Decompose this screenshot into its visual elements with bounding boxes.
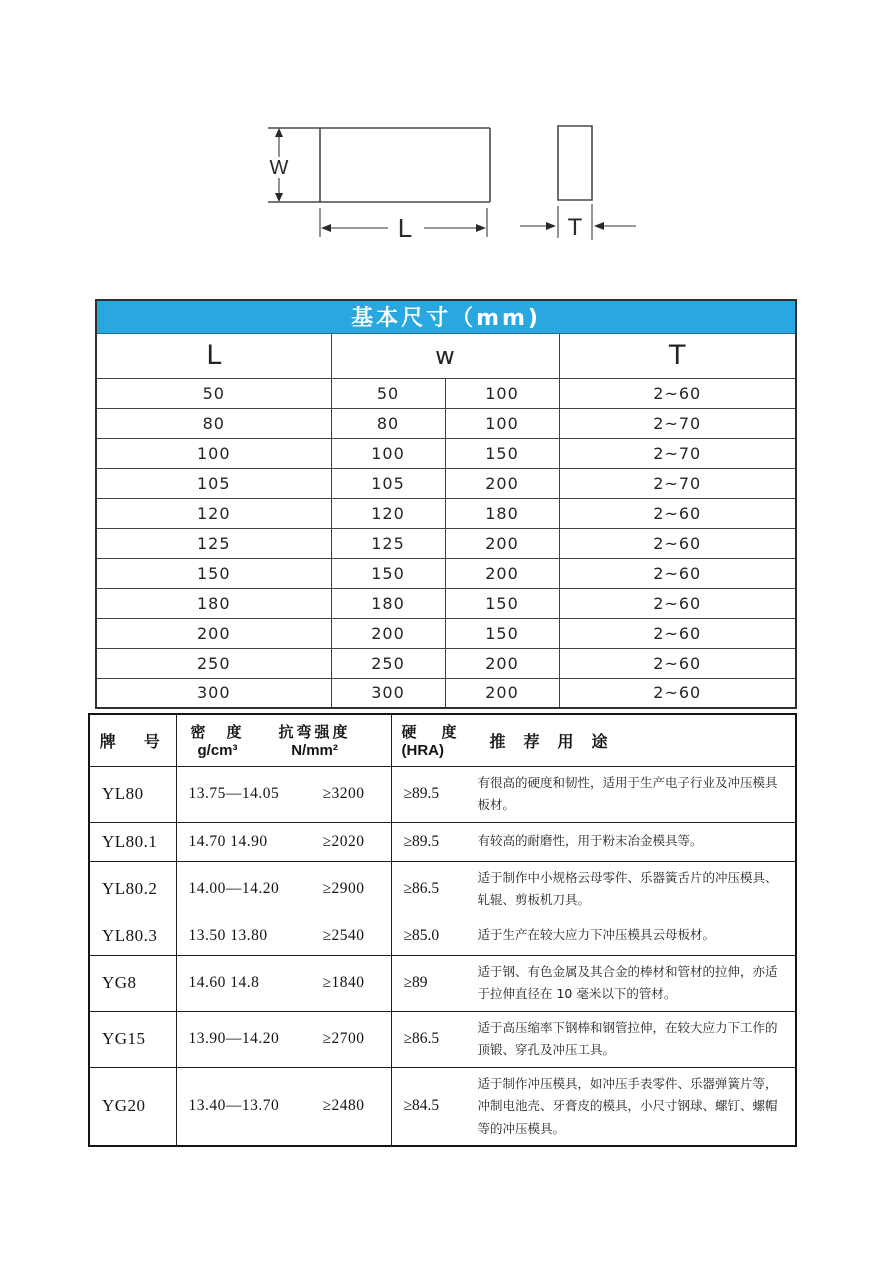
width-value-2: 150 bbox=[445, 588, 559, 618]
strength-value: ≥2480 bbox=[322, 1097, 365, 1115]
plate-front-view bbox=[268, 128, 490, 202]
density-value: 14.70 14.90 bbox=[188, 832, 268, 850]
spec-table-body bbox=[89, 766, 796, 1146]
length-value: 120 bbox=[96, 498, 331, 528]
thickness-range: 2~60 bbox=[559, 618, 796, 648]
dimension-diagram bbox=[248, 112, 648, 252]
size-table-row bbox=[96, 408, 796, 438]
density-value: 14.00—14.20 bbox=[188, 880, 280, 897]
strength-value: ≥3200 bbox=[322, 785, 365, 802]
usage-text: 适于制作冲压模具，如冲压手表零件、乐器弹簧片等，冲制电池壳、牙膏皮的模具，小尺寸钢球、螺钉、螺帽等的冲压模具。 bbox=[477, 1075, 778, 1136]
header-density bbox=[191, 721, 245, 759]
size-table-row bbox=[96, 498, 796, 528]
thickness-range: 2~70 bbox=[559, 438, 796, 468]
width-value-2: 200 bbox=[445, 648, 559, 678]
grade-value: YG20 bbox=[89, 1067, 176, 1146]
size-table-body bbox=[96, 378, 796, 708]
thickness-range: 2~70 bbox=[559, 468, 796, 498]
hardness-usage-cell bbox=[391, 1011, 796, 1067]
thickness-range: 2~60 bbox=[559, 588, 796, 618]
grade-spec-table bbox=[88, 713, 797, 1147]
length-value: 200 bbox=[96, 618, 331, 648]
width-value-1: 50 bbox=[331, 378, 445, 408]
strength-value: ≥2540 bbox=[322, 926, 365, 944]
spec-table-row bbox=[89, 1011, 796, 1067]
hardness-value: ≥89.5 bbox=[403, 832, 440, 850]
grade-value: YG15 bbox=[89, 1011, 176, 1067]
grade-value: YG8 bbox=[89, 955, 176, 1011]
width-value-1: 105 bbox=[331, 468, 445, 498]
length-value: 300 bbox=[96, 678, 331, 708]
length-value: 50 bbox=[96, 378, 331, 408]
width-value-2: 200 bbox=[445, 558, 559, 588]
usage-text: 适于生产在较大应力下冲压模具云母板材。 bbox=[477, 927, 716, 943]
width-value-2: 200 bbox=[445, 468, 559, 498]
length-value: 80 bbox=[96, 408, 331, 438]
density-strength-cell bbox=[176, 861, 391, 917]
size-table-title: 基本尺寸（mm) bbox=[96, 300, 796, 333]
header-strength bbox=[279, 721, 351, 759]
hardness-usage-cell bbox=[391, 917, 796, 956]
strength-value: ≥2900 bbox=[322, 880, 365, 897]
density-strength-cell bbox=[176, 822, 391, 861]
thickness-range: 2~60 bbox=[559, 648, 796, 678]
width-value-1: 120 bbox=[331, 498, 445, 528]
width-label: W bbox=[269, 157, 289, 179]
density-strength-cell bbox=[176, 1067, 391, 1146]
width-value-1: 125 bbox=[331, 528, 445, 558]
width-value-2: 200 bbox=[445, 528, 559, 558]
length-value: 150 bbox=[96, 558, 331, 588]
length-value: 105 bbox=[96, 468, 331, 498]
size-table-header-row bbox=[96, 333, 796, 378]
hardness-value: ≥84.5 bbox=[403, 1097, 440, 1115]
hardness-usage-cell bbox=[391, 766, 796, 822]
width-value-2: 180 bbox=[445, 498, 559, 528]
spec-table-row bbox=[89, 861, 796, 917]
usage-text: 适于高压缩率下钢棒和钢管拉伸，在较大应力下工作的顶锻、穿孔及冲压工具。 bbox=[477, 1019, 778, 1057]
grade-value: YL80.3 bbox=[89, 917, 176, 956]
usage-text: 有较高的耐磨性，用于粉末冶金模具等。 bbox=[477, 833, 703, 849]
density-value: 13.40—13.70 bbox=[188, 1097, 280, 1115]
length-value: 180 bbox=[96, 588, 331, 618]
density-strength-cell bbox=[176, 1011, 391, 1067]
width-value-1: 80 bbox=[331, 408, 445, 438]
hardness-title: 硬 度 bbox=[401, 725, 462, 742]
basic-dimensions-table bbox=[95, 299, 797, 709]
size-table-row bbox=[96, 528, 796, 558]
size-table-title-row bbox=[96, 300, 796, 333]
thickness-range: 2~60 bbox=[559, 498, 796, 528]
width-value-2: 200 bbox=[445, 678, 559, 708]
width-value-1: 250 bbox=[331, 648, 445, 678]
length-value: 125 bbox=[96, 528, 331, 558]
strength-value: ≥2700 bbox=[322, 1030, 365, 1047]
strength-value: ≥1840 bbox=[322, 974, 365, 991]
spec-table-row bbox=[89, 1067, 796, 1146]
hardness-usage-cell bbox=[391, 955, 796, 1011]
grade-value: YL80 bbox=[89, 766, 176, 822]
strength-unit: N/mm² bbox=[291, 742, 338, 760]
size-table-row bbox=[96, 588, 796, 618]
thickness-range: 2~60 bbox=[559, 558, 796, 588]
size-table-row bbox=[96, 678, 796, 708]
density-value: 14.60 14.8 bbox=[188, 974, 260, 991]
thickness-range: 2~70 bbox=[559, 408, 796, 438]
density-title: 密 度 bbox=[190, 725, 245, 742]
hardness-unit: (HRA) bbox=[401, 742, 444, 760]
usage-text: 适于制作中小规格云母零件、乐器簧舌片的冲压模具、轧辊、剪板机刀具。 bbox=[477, 869, 778, 907]
header-grade: 牌 号 bbox=[89, 714, 176, 766]
density-strength-cell bbox=[176, 917, 391, 956]
width-value-2: 150 bbox=[445, 618, 559, 648]
thickness-range: 2~60 bbox=[559, 678, 796, 708]
size-table-row bbox=[96, 618, 796, 648]
width-value-1: 200 bbox=[331, 618, 445, 648]
header-hardness-usage bbox=[391, 714, 796, 766]
length-value: 100 bbox=[96, 438, 331, 468]
strength-title: 抗弯强度 bbox=[278, 725, 351, 742]
hardness-value: ≥89.5 bbox=[403, 785, 440, 802]
header-density-strength bbox=[176, 714, 391, 766]
thickness-dimension bbox=[520, 204, 636, 241]
density-value: 13.50 13.80 bbox=[188, 926, 268, 944]
hardness-value: ≥86.5 bbox=[403, 1030, 440, 1047]
width-value-2: 100 bbox=[445, 408, 559, 438]
thickness-label: T bbox=[567, 214, 583, 241]
spec-table-header-row bbox=[89, 714, 796, 766]
density-value: 13.90—14.20 bbox=[188, 1030, 280, 1047]
hardness-value: ≥86.5 bbox=[403, 880, 440, 897]
width-value-2: 100 bbox=[445, 378, 559, 408]
hardness-value: ≥85.0 bbox=[403, 926, 440, 944]
spec-table-row bbox=[89, 766, 796, 822]
length-label: L bbox=[397, 213, 413, 243]
width-value-1: 180 bbox=[331, 588, 445, 618]
usage-text: 有很高的硬度和韧性，适用于生产电子行业及冲压模具板材。 bbox=[477, 774, 778, 812]
density-strength-cell bbox=[176, 766, 391, 822]
density-unit: g/cm³ bbox=[197, 742, 238, 760]
thickness-range: 2~60 bbox=[559, 528, 796, 558]
width-value-2: 150 bbox=[445, 438, 559, 468]
header-hardness bbox=[402, 721, 490, 759]
grade-value: YL80.2 bbox=[89, 861, 176, 917]
header-usage: 推 荐 用 途 bbox=[489, 733, 615, 751]
width-value-1: 300 bbox=[331, 678, 445, 708]
density-value: 13.75—14.05 bbox=[188, 785, 280, 802]
size-table-row bbox=[96, 648, 796, 678]
hardness-value: ≥89 bbox=[403, 974, 428, 991]
column-header-width: w bbox=[331, 333, 559, 378]
thickness-range: 2~60 bbox=[559, 378, 796, 408]
plate-side-view bbox=[558, 126, 592, 200]
width-value-1: 150 bbox=[331, 558, 445, 588]
size-table-row bbox=[96, 468, 796, 498]
size-table-row bbox=[96, 438, 796, 468]
spec-table-row bbox=[89, 955, 796, 1011]
grade-value: YL80.1 bbox=[89, 822, 176, 861]
density-strength-cell bbox=[176, 955, 391, 1011]
width-dimension bbox=[270, 128, 289, 202]
hardness-usage-cell bbox=[391, 822, 796, 861]
length-value: 250 bbox=[96, 648, 331, 678]
hardness-usage-cell bbox=[391, 1067, 796, 1146]
usage-text: 适于钢、有色金属及其合金的棒材和管材的拉伸，亦适于拉伸直径在 10 毫米以下的管材。 bbox=[477, 963, 778, 1001]
strength-value: ≥2020 bbox=[322, 832, 365, 850]
length-dimension bbox=[320, 208, 487, 243]
width-value-1: 100 bbox=[331, 438, 445, 468]
column-header-thickness: T bbox=[559, 333, 796, 378]
column-header-length: L bbox=[96, 333, 331, 378]
spec-table-row bbox=[89, 917, 796, 956]
size-table-row bbox=[96, 558, 796, 588]
spec-table-row bbox=[89, 822, 796, 861]
hardness-usage-cell bbox=[391, 861, 796, 917]
size-table-row bbox=[96, 378, 796, 408]
